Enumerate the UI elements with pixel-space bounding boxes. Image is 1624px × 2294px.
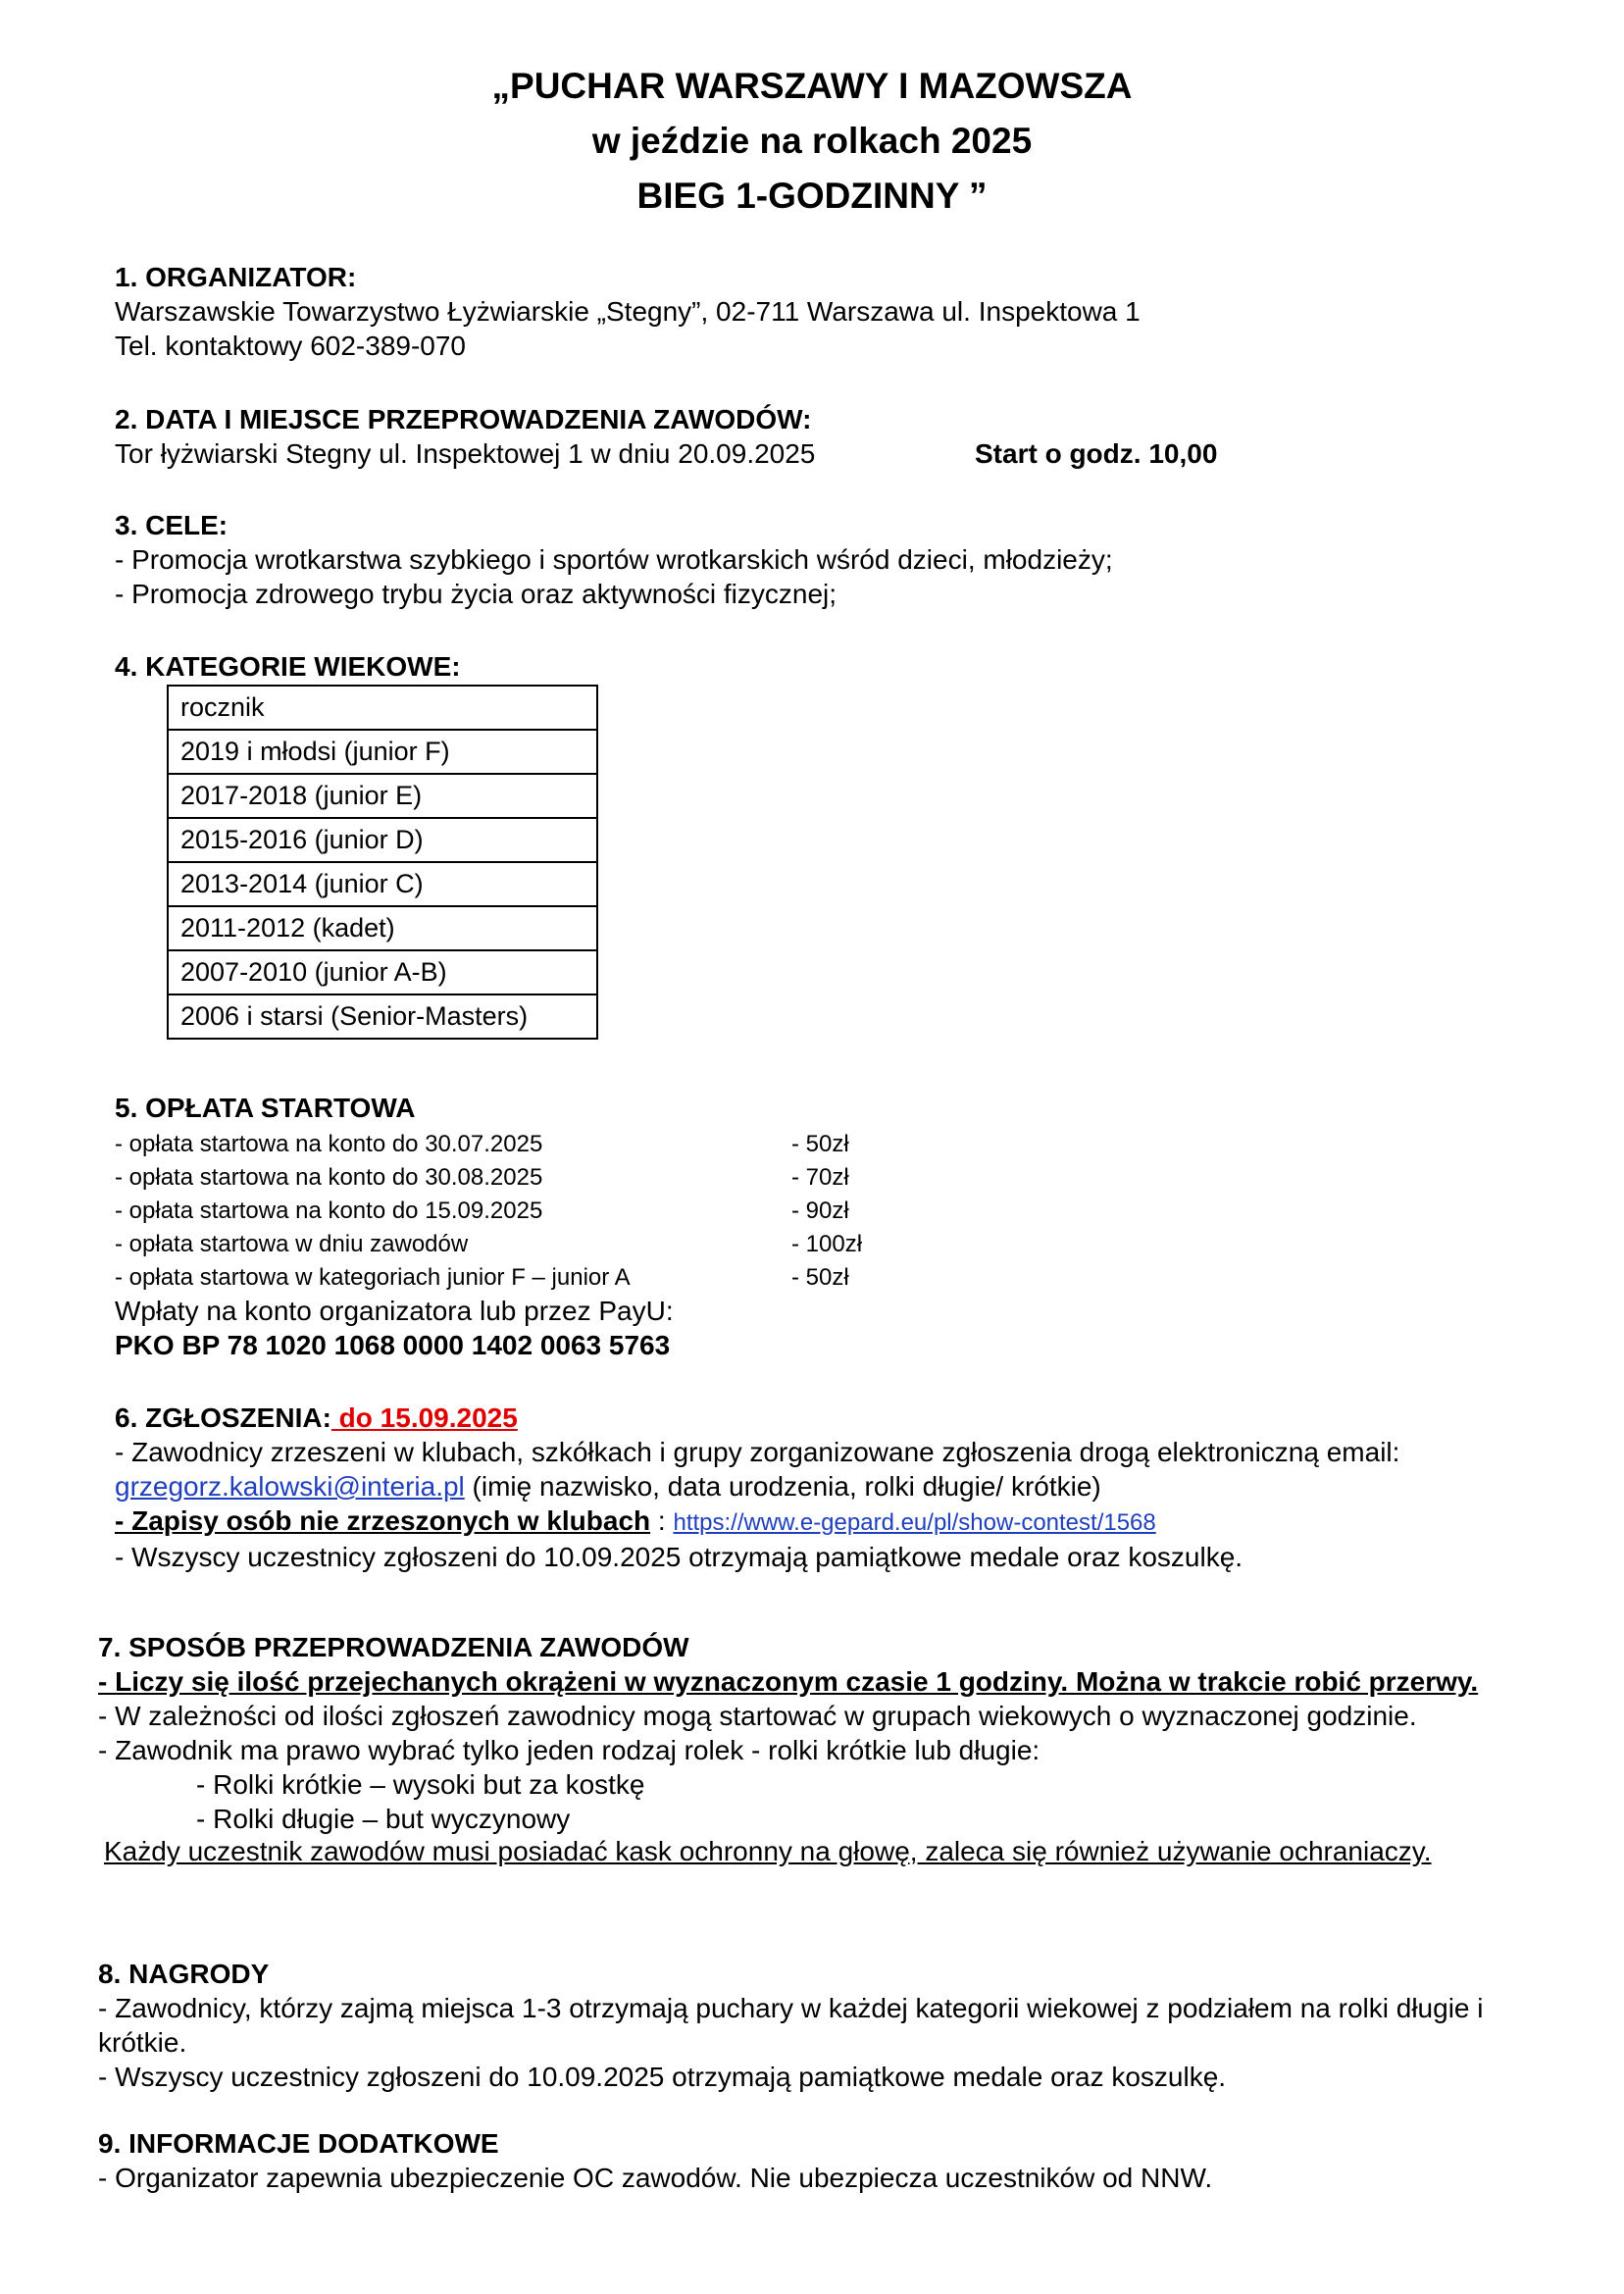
registration-deadline: do 15.09.2025 [330,1402,518,1433]
fee-amount: - 50zł [791,1264,849,1291]
fee-label: - opłata startowa na konto do 30.08.2025 [115,1164,543,1191]
fee-label: - opłata startowa na konto do 15.09.2025 [115,1198,543,1224]
section-heading: 6. ZGŁOSZENIA: [115,1402,331,1433]
fee-amount: - 90zł [791,1198,849,1224]
fee-amount: - 50zł [791,1131,849,1157]
table-cell: 2007-2010 (junior A-B) [168,950,597,994]
table-row [168,950,597,994]
table-cell: 2015-2016 (junior D) [168,818,597,862]
helmet-requirement: Każdy uczestnik zawodów musi posiadać kask ochronny na głowę, zaleca się również używanie ochraniaczy. [104,1836,1432,1866]
table-row [168,906,597,950]
section-heading: 3. CELE: [115,510,228,540]
table-row [168,730,597,774]
table-row [168,818,597,862]
title-line-2: w jeździe na rolkach 2025 [591,121,1033,161]
table-cell: rocznik [168,686,597,730]
signup-separator: : [650,1505,674,1536]
goal-item: - Promocja zdrowego trybu życia oraz aktywności fizycznej; [115,579,837,609]
fee-row [115,1195,899,1228]
fee-amount: - 100zł [791,1231,863,1257]
insurance-info: - Organizator zapewnia ubezpieczenie OC zawodów. Nie ubezpiecza uczestników od NNW. [98,2163,1213,2193]
email-note: (imię nazwisko, data urodzenia, rolki długie/ krótkie) [464,1471,1101,1502]
rule-skate-type: - Zawodnik ma prawo wybrać tylko jeden rodzaj rolek - rolki krótkie lub długie: [98,1735,1040,1765]
table-row [168,862,597,906]
fee-row [115,1161,899,1195]
rule-laps: - Liczy się ilość przejechanych okrążeni w wyznaczonym czasie 1 godziny. Można w trakcie robić przerwy. [98,1666,1479,1697]
payment-info: Wpłaty na konto organizatora lub przez PayU: [115,1296,674,1326]
signup-label: - Zapisy osób nie zrzeszonych w klubach [115,1505,651,1536]
registration-clubs: - Zawodnicy zrzeszeni w klubach, szkółkach i grupy zorganizowane zgłoszenia drogą elektroniczną email: [115,1437,1400,1467]
table-cell: 2013-2014 (junior C) [168,862,597,906]
event-place: Tor łyżwiarski Stegny ul. Inspektowej 1 w dniu 20.09.2025 [115,438,816,469]
prizes-medals: - Wszyscy uczestnicy zgłoszeni do 10.09.2025 otrzymają pamiątkowe medale oraz koszulkę. [98,2062,1227,2092]
section-additional-info [98,2126,1540,2195]
section-age-categories [115,649,461,684]
registration-medals: - Wszyscy uczestnicy zgłoszeni do 10.09.2025 otrzymają pamiątkowe medale oraz koszulkę. [115,1542,1243,1572]
skate-option: - Rolki krótkie – wysoki but za kostkę [196,1769,645,1800]
age-category-table [167,685,598,1040]
section-organizer [115,260,1141,363]
rule-groups: - W zależności od ilości zgłoszeń zawodnicy mogą startować w grupach wiekowych o wyznaczonej godzinie. [98,1701,1417,1731]
title-line-3: BIEG 1-GODZINNY ” [636,176,988,216]
prizes-trophies: - Zawodnicy, którzy zajmą miejsca 1-3 otrzymają puchary w każdej kategorii wiekowej z podziałem na rolki długie i krótkie. [98,1993,1484,2058]
organizer-address: Warszawskie Towarzystwo Łyżwiarskie „Stegny”, 02-711 Warszawa ul. Inspektowa 1 [115,296,1141,327]
fee-label: - opłata startowa na konto do 30.07.2025 [115,1131,543,1157]
section-registration [115,1401,1547,1574]
table-cell: 2011-2012 (kadet) [168,906,597,950]
section-competition-rules [98,1630,1540,1866]
fee-row [115,1128,899,1161]
fee-list [115,1128,899,1363]
table-cell: 2017-2018 (junior E) [168,774,597,818]
section-heading: 4. KATEGORIE WIEKOWE: [115,651,461,682]
goal-item: - Promocja wrotkarstwa szybkiego i sportów wrotkarskich wśród dzieci, młodzieży; [115,544,1113,575]
start-time: Start o godz. 10,00 [975,438,1218,469]
fee-row [115,1261,899,1295]
title-line-1: „PUCHAR WARSZAWY I MAZOWSZA [491,66,1133,106]
section-date-place [115,402,1488,471]
fee-row [115,1228,899,1261]
table-cell: 2006 i starsi (Senior-Masters) [168,994,597,1039]
fee-label: - opłata startowa w dniu zawodów [115,1231,469,1257]
section-fees-heading [115,1091,415,1125]
section-heading: 5. OPŁATA STARTOWA [115,1093,416,1123]
table-row [168,686,597,730]
bank-account: PKO BP 78 1020 1068 0000 1402 0063 5763 [115,1330,671,1360]
section-prizes [98,1957,1540,2094]
table-row [168,774,597,818]
section-heading: 2. DATA I MIEJSCE PRZEPROWADZENIA ZAWODÓW: [115,404,812,434]
section-heading: 8. NAGRODY [98,1959,270,1989]
table-cell: 2019 i młodsi (junior F) [168,730,597,774]
fee-amount: - 70zł [791,1164,849,1191]
document-title [0,59,1624,224]
email-link[interactable]: grzegorz.kalowski@interia.pl [115,1471,465,1502]
section-heading: 7. SPOSÓB PRZEPROWADZENIA ZAWODÓW [98,1632,689,1662]
section-heading: 9. INFORMACJE DODATKOWE [98,2128,499,2159]
section-goals [115,508,1113,611]
section-heading: 1. ORGANIZATOR: [115,262,357,292]
fee-label: - opłata startowa w kategoriach junior F – junior A [115,1264,631,1291]
table-row [168,994,597,1039]
skate-option: - Rolki długie – but wyczynowy [196,1804,571,1834]
signup-url-link[interactable]: https://www.e-gepard.eu/pl/show-contest/1568 [673,1509,1156,1536]
organizer-phone: Tel. kontaktowy 602-389-070 [115,331,466,361]
